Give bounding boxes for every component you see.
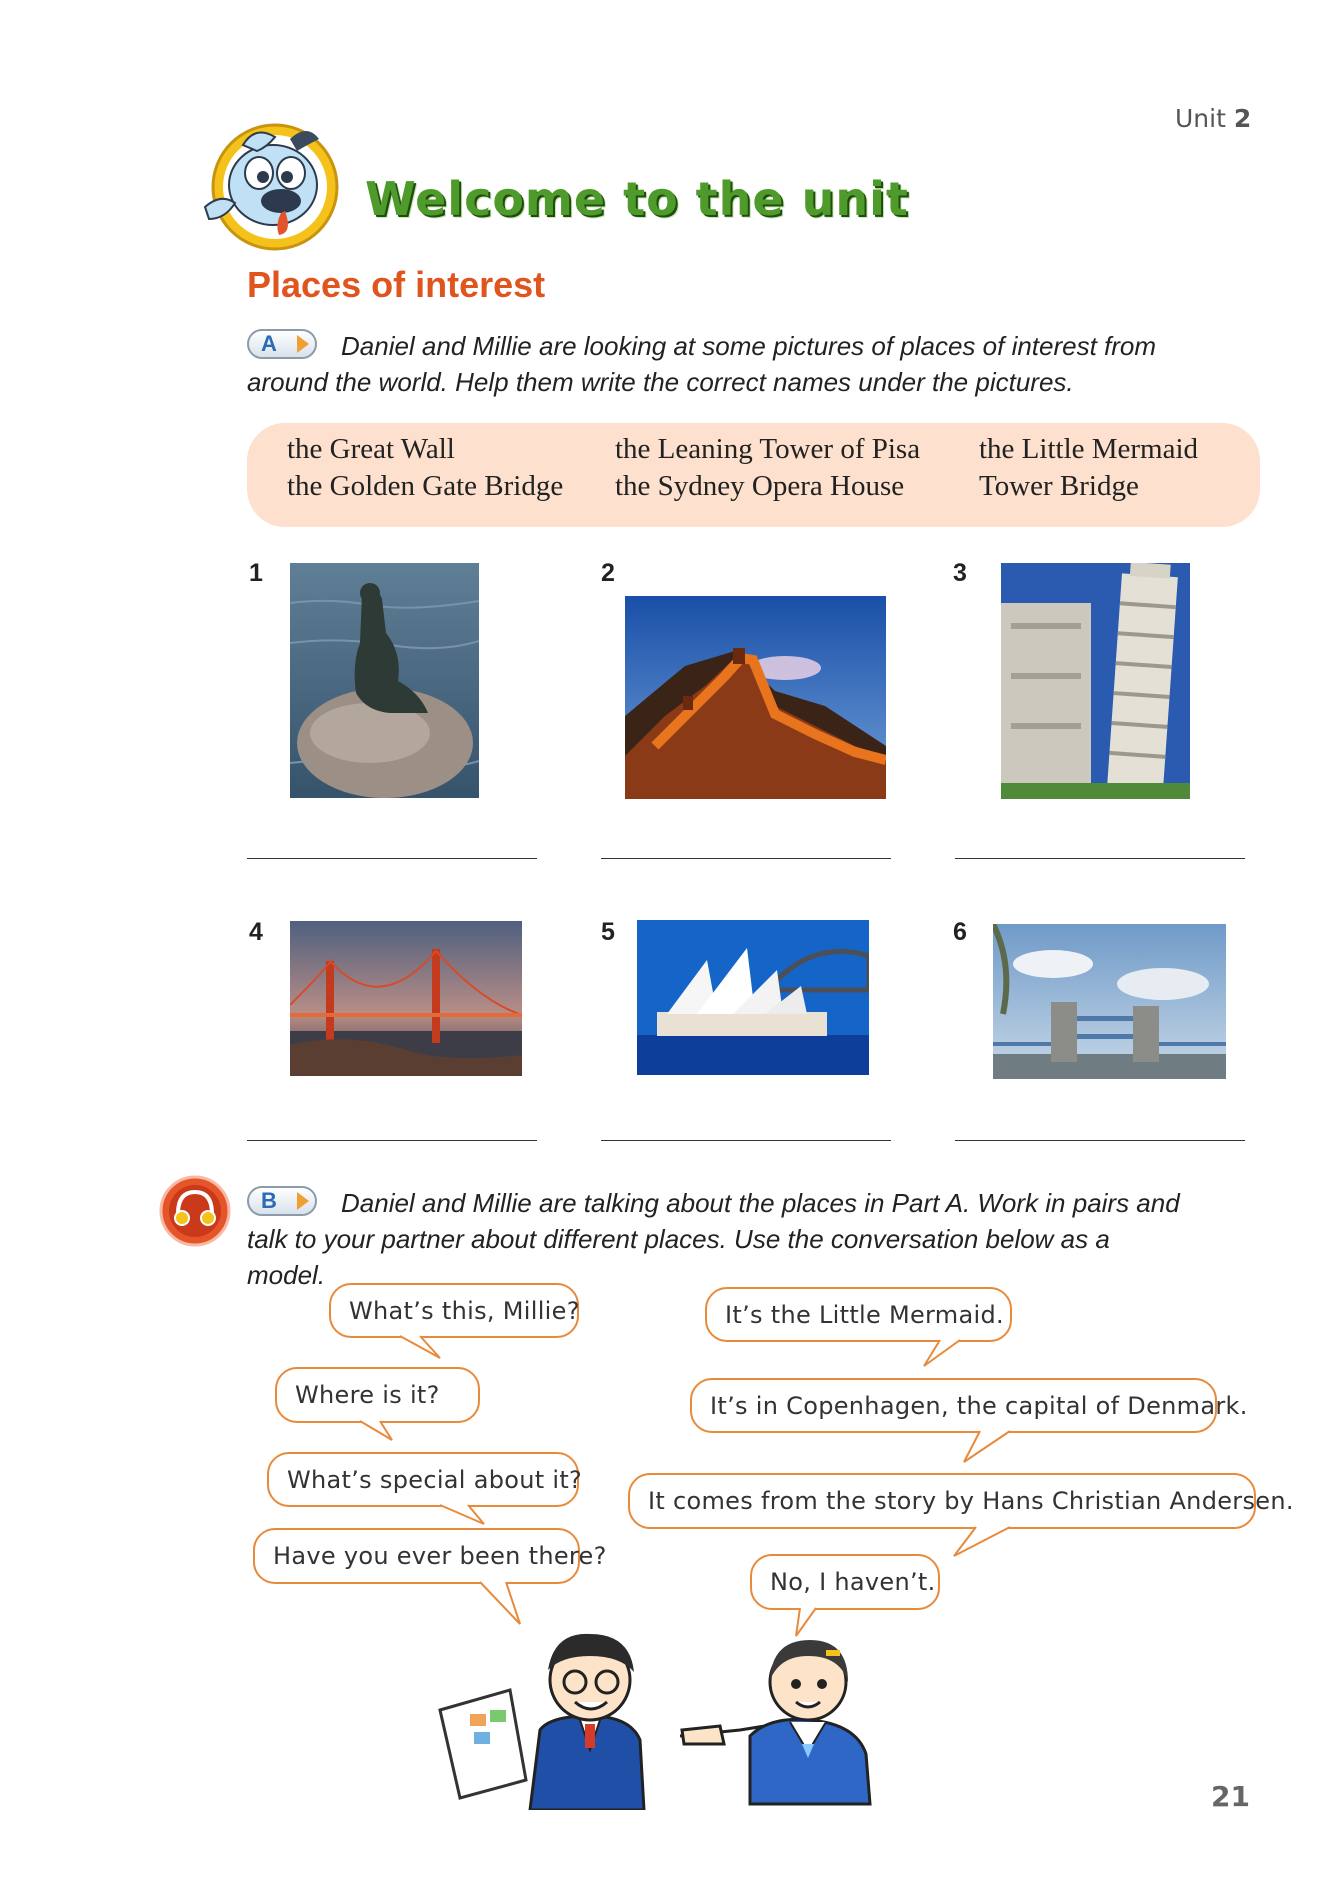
word-bank-item: Tower Bridge [979,470,1139,502]
welcome-title: Welcome to the unit [365,172,909,226]
picture-number: 4 [249,918,263,946]
speech-bubble-daniel: Have you ever been there? [253,1528,580,1584]
unit-number: 2 [1233,104,1252,133]
word-bank-item: the Little Mermaid [979,433,1199,465]
unit-word: Unit [1175,104,1226,133]
picture-number: 5 [601,918,615,946]
speech-bubble-millie: It comes from the story by Hans Christian Andersen. [628,1473,1256,1529]
speech-bubble-daniel: Where is it? [275,1367,480,1423]
word-bank-item: the Leaning Tower of Pisa [615,433,921,465]
picture-number: 2 [601,559,615,587]
word-bank-item: the Sydney Opera House [615,470,905,502]
part-b-instruction: Daniel and Millie are talking about the places in Part A. Work in pairs and talk to your partner about different places. Use the conversation below as a model. [247,1188,1180,1290]
millie-character-icon [680,1626,910,1806]
part-b-letter: B [261,1188,277,1213]
speech-bubble-daniel: What’s this, Millie? [329,1283,579,1338]
part-a-instruction: Daniel and Millie are looking at some pictures of places of interest from around the world. Help them write the correct names under the pictures. [247,331,1157,397]
page-number: 21 [1211,1780,1250,1813]
word-bank-item: the Golden Gate Bridge [287,470,564,502]
word-bank-item: the Great Wall [287,433,455,465]
picture-number: 3 [953,559,967,587]
daniel-character-icon [430,1620,650,1810]
picture-number: 1 [249,559,263,587]
part-a-letter: A [261,331,277,356]
speech-bubble-millie: It’s in Copenhagen, the capital of Denmark. [690,1378,1217,1433]
picture-number: 6 [953,918,967,946]
section-title: Places of interest [247,264,546,305]
speech-bubble-millie: No, I haven’t. [750,1554,940,1610]
speech-bubble-millie: It’s the Little Mermaid. [705,1287,1012,1342]
speech-bubble-daniel: What’s special about it? [267,1452,579,1507]
